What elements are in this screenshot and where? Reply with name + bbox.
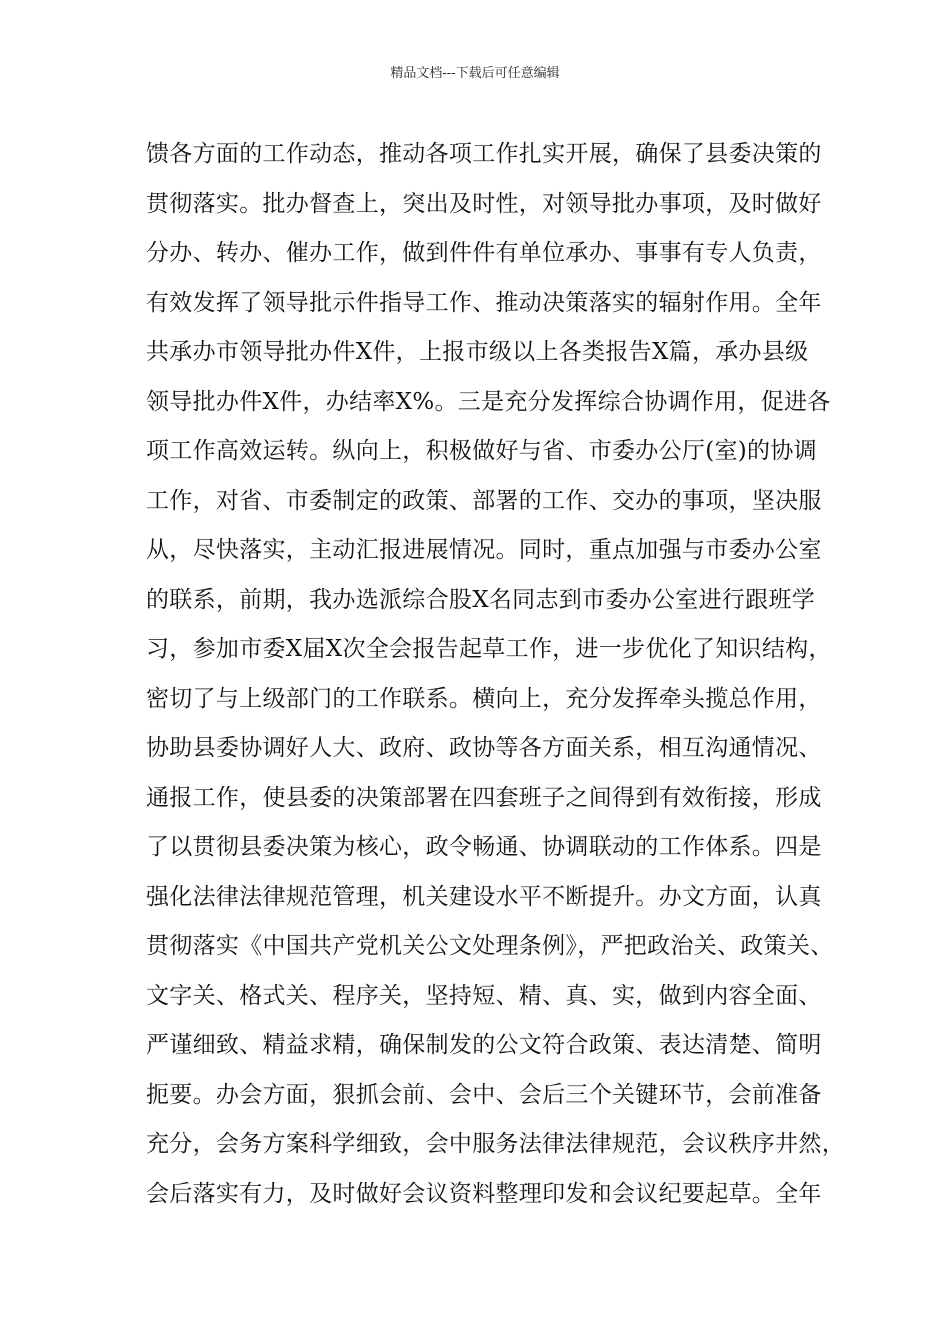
- text-line: 通报工作，使县委的决策部署在四套班子之间得到有效衔接，形成: [146, 784, 822, 811]
- text-line: 习，参加市委X届X次全会报告起草工作，进一步优化了知识结构，: [146, 636, 832, 662]
- text-line: 了以贯彻县委决策为核心，政令畅通、协调联动的工作体系。四是: [146, 834, 822, 860]
- text-line: 的联系，前期，我办选派综合股X名同志到市委办公室进行跟班学: [146, 586, 816, 613]
- text-line: 馈各方面的工作动态，推动各项工作扎实开展，确保了县委决策的: [146, 141, 822, 167]
- text-line: 项工作高效运转。纵向上，积极做好与省、市委办公厅(室)的协调: [146, 438, 817, 464]
- text-line: 严谨细致、精益求精，确保制发的公文符合政策、表达清楚、简明: [146, 1032, 822, 1058]
- text-line: 强化法律法律规范管理，机关建设水平不断提升。办文方面，认真: [146, 883, 822, 910]
- text-line: 文字关、格式关、程序关，坚持短、精、真、实，做到内容全面、: [146, 982, 822, 1009]
- text-line: 从，尽快落实，主动汇报进展情况。同时，重点加强与市委办公室: [146, 537, 822, 563]
- text-line: 密切了与上级部门的工作联系。横向上，充分发挥牵头揽总作用，: [146, 685, 822, 712]
- text-line: 贯彻落实。批办督查上，突出及时性，对领导批办事项，及时做好: [146, 190, 822, 217]
- text-line: 有效发挥了领导批示件指导工作、推动决策落实的辐射作用。全年: [146, 289, 822, 316]
- page-header: 精品文档---下载后可任意编辑: [390, 66, 560, 81]
- text-line: 扼要。办会方面，狠抓会前、会中、会后三个关键环节，会前准备: [146, 1081, 822, 1108]
- text-line: 协助县委协调好人大、政府、政协等各方面关系，相互沟通情况、: [146, 735, 822, 761]
- text-line: 分办、转办、催办工作，做到件件有单位承办、事事有专人负责，: [146, 240, 822, 266]
- text-line: 共承办市领导批办件X件，上报市级以上各类报告X篇，承办县级: [146, 339, 809, 365]
- text-line: 贯彻落实《中国共产党机关公文处理条例》，严把政治关、政策关、: [146, 933, 834, 959]
- text-line: 充分，会务方案科学细致，会中服务法律法律规范，会议秩序井然，: [146, 1131, 845, 1157]
- document-body: [146, 130, 845, 1219]
- text-line: 会后落实有力，及时做好会议资料整理印发和会议纪要起草。全年: [146, 1180, 822, 1207]
- text-line: 工作，对省、市委制定的政策、部署的工作、交办的事项，坚决服: [146, 487, 822, 514]
- text-line: 领导批办件X件，办结率X%。三是充分发挥综合协调作用，促进各: [146, 388, 831, 415]
